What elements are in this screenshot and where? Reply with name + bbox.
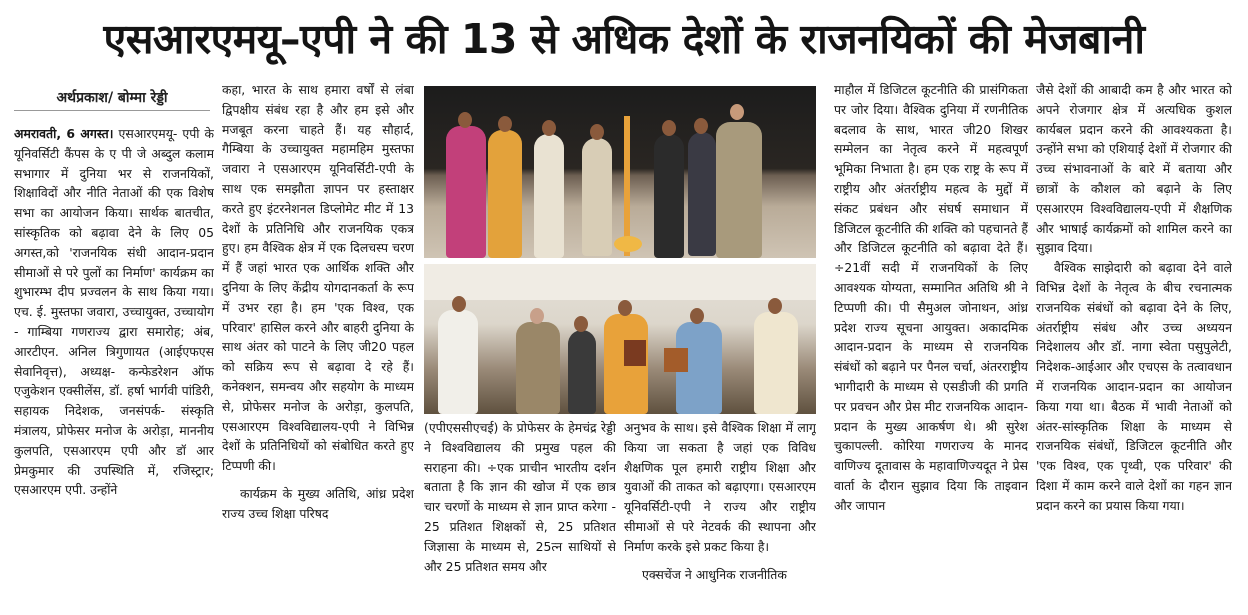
- byline: अर्थप्रकाश/ बोम्मा रेड्डी: [56, 90, 168, 106]
- headline: एसआरएमयू–एपी ने की 13 से अधिक देशों के राजनयिकों की मेजबानी: [103, 15, 1145, 63]
- photo-person: [754, 312, 798, 414]
- photo-person-head: [694, 118, 708, 134]
- mou-folder: [624, 340, 646, 366]
- photo-person-head: [542, 120, 556, 136]
- mou-folder: [664, 348, 688, 372]
- column-2-text-a: कहा, भारत के साथ हमारा वर्षों से लंबा द्विपक्षीय संबंध रहा है और हम इसे और मजबूत करना चाहते हैं। यह सौहार्द, गैम्बिया के उच्चायुक्त महामहिम मुस्तफा जवारा ने एसआरएम यूनिवर्सिटी-एपी के साथ एक समझौता ज्ञापन पर हस्ताक्षर करते हुए इंटरनेशनल डिप्लोमेट मीट में 13 देशों के प्रतिनिधि और राजनयिक एकत्र हुए। हम वैश्विक क्षेत्र में एक दिलचस्प चरण में हैं जहां भारत एक आर्थिक शक्ति और दुनिया के लिए केंद्रीय योगदानकर्ता के रूप में उभर रहा है। हम 'एक विश्व, एक परिवार' हासिल करने और बाहरी दुनिया के साथ अंतर को पाटने के लिए जी20 पहल को सक्रिय रूप से बढ़ावा दे रहे हैं। कनेक्शन, समन्वय और सहयोग के माध्यम से, प्रोफेसर मनोज के अरोड़ा, कुलपति, एसआरएम विश्वविद्यालय-एपी ने विभिन्न देशों के प्रतिनिधियों को संबोधित करते हुए टिप्पणी की।: [222, 82, 414, 474]
- column-6-text-a: जैसे देशों की आबादी कम है और भारत को अपने रोजगार क्षेत्र में अत्यधिक कुशल कार्यबल प्रदान करने की आवश्यकता है। उन्होंने सभा को एशियाई देशों में रोजगार की उच्च संभावनाओं के बारे में बताया और छात्रों के कौशल को बढ़ाने के लिए एसआरएम विश्वविद्यालय-एपी में शैक्षणिक और भाषाई कार्यक्रमों को शामिल करने का सुझाव दिया।: [1036, 82, 1232, 256]
- photo-person-head: [690, 308, 704, 324]
- event-photo-lamp-lighting: [424, 86, 816, 258]
- column-1-text: एसआरएमयू- एपी के यूनिवर्सिटी कैंपस के ए पी जे अब्दुल कलाम सभागार में दुनिया भर से राजनयिकों, शिक्षाविदों और नीति नेताओं की एक विशेष सभा का आयोजन किया। सार्थक बातचीत, सांस्कृतिक को बढ़ावा देने के लिए 05 अगस्त,को 'राजनयिक संधी आदान-प्रदान सीमाओं से परे पुलों का निर्माण' कार्यक्रम का शुभारम्भ दीप प्रज्वलन के साथ किया गया। एच. ई. मुस्तफा जवारा, उच्चायुक्त, उच्चायोग - गाम्बिया गणराज्य द्वारा समारोह; अंब, आरटीएन. अनिल त्रिगुणायत (आईएफएस सेवानिवृत्त), अध्यक्ष- कन्फेडरेशन ऑफ एजुकेशन एक्सीलेंस, डॉ. हर्षा भार्गवी पांडिरी, सहायक निदेशक, जनसंपर्क- संस्कृति मंत्रालय, प्रोफेसर मनोज के अरोड़ा, माननीय कुलपति, एसआरएम एपी और डॉ आर प्रेमकुमार की उपस्थिति में, रजिस्ट्रार; एसआरएम एपी. उन्होंने: [14, 126, 214, 498]
- photo-person: [488, 130, 522, 258]
- photo-person-head: [730, 104, 744, 120]
- article-column-1: [14, 124, 214, 613]
- photo-person-head: [498, 116, 512, 132]
- photo-person: [534, 134, 564, 258]
- photo-person: [688, 132, 716, 256]
- event-photo-mou-exchange: [424, 264, 816, 414]
- article-column-6: [1036, 80, 1232, 613]
- photo-person: [654, 134, 684, 258]
- dateline: अमरावती, 6 अगस्त।: [14, 126, 114, 141]
- column-4-text-a: अनुभव के साथ। इसे वैश्विक शिक्षा में लागू किया जा सकता है जहां एक विविध शैक्षणिक पूल हमारी राष्ट्रीय शिक्षा और युवाओं की ताकत को बढ़ाएगा। एसआरएम यूनिवर्सिटी-एपी ने राज्य और राष्ट्रीय सीमाओं से परे नेटवर्क की स्थापना और निर्माण करके इसे प्रकट किया है।: [624, 420, 816, 554]
- photo-person: [438, 310, 478, 414]
- article-column-4: [624, 418, 816, 613]
- stage-backdrop: [424, 264, 816, 300]
- brass-lamp-stand: [624, 116, 630, 256]
- column-6-text-b: वैश्विक साझेदारी को बढ़ावा देने वाले विभिन्न देशों के नेतृत्व के बीच रचनात्मक राजनयिक संबंधों को बढ़ावा देने के लिए, अंतर्राष्ट्रीय संबंध और उच्च अध्ययन निदेशालय और डॉ. नागा स्वेता पसुपुलेटी, निदेशक-आईआर और एचएस के तत्वावधान में राजनयिक आदान-प्रदान का आयोजन किया गया था। बैठक में भावी नेताओं को अंतर-सांस्कृतिक शिक्षा के माध्यम से राजनयिक संबंधों, डिजिटल कूटनीति और 'एक विश्व, एक पृथ्वी, एक परिवार' की दिशा में काम करने वाले देशों का गहन ज्ञान प्रदान करने का प्रयास किया गया।: [1036, 260, 1232, 513]
- photo-person: [582, 138, 612, 256]
- photo-person: [446, 126, 486, 258]
- photo-person-head: [530, 308, 544, 324]
- photo-person-head: [662, 120, 676, 136]
- column-2-text-b: कार्यक्रम के मुख्य अतिथि, आंध्र प्रदेश राज्य उच्च शिक्षा परिषद: [222, 485, 414, 521]
- column-3-text: (एपीएससीएचई) के प्रोफेसर के हेमचंद्र रेड्डी ने विश्वविद्यालय की प्रमुख पहल की सराहना की। ÷एक प्राचीन भारतीय दर्शन बताता है कि ज्ञान की खोज में एक छात्र चार चरणों के माध्यम से ज्ञान प्राप्त करेगा - 25 प्रतिशत शिक्षकों से, 25 प्रतिशत जिज्ञासा के माध्यम से, 25त्न साथियों से और 25 प्रतिशत समय और: [424, 420, 616, 574]
- photo-person: [716, 122, 762, 258]
- photo-person-head: [452, 296, 466, 312]
- column-4-text-b: एक्सचेंज ने आधुनिक राजनीतिक: [642, 566, 787, 582]
- photo-person-head: [574, 316, 588, 332]
- column-5-text: माहौल में डिजिटल कूटनीति की प्रासंगिकता पर जोर दिया। वैश्विक दुनिया में रणनीतिक बदलाव के साथ, भारत जी20 शिखर सम्मेलन का नेतृत्व करने में महत्वपूर्ण भूमिका निभाता है। हम एक राष्ट्र के रूप में राष्ट्रीय और अंतर्राष्ट्रीय महत्व के मुद्दों में संकट प्रबंधन और संघर्ष समाधान में डिजिटल कूटनीति की शक्ति को पहचानते हैं और डिजिटल कूटनीति को बढ़ावा देते हैं।÷21वीं सदी में राजनयिकों के लिए आवश्यक योग्यता, सम्मानित अतिथि श्री ने टिप्पणी की। पी सैमुअल जोनाथन, आंध्र प्रदेश राज्य सूचना आयुक्त। अकादमिक आदान-प्रदान के माध्यम से राजनयिक संबंधों को बढ़ाने पर पैनल चर्चा, अंतरराष्ट्रीय भागीदारी के माध्यम से एसडीजी की प्रगति पर प्रवचन और प्रेस मीट राजनयिक आदान-प्रदान के मुख्य आकर्षण थे। श्री सुरेश चुकापल्ली. कोरिया गणराज्य के मानद वाणिज्य दूतावास के महावाणिज्यदूत ने प्रेस वार्ता के दौरान सुझाव दिया कि ताइवान और जापान: [834, 82, 1028, 513]
- byline-divider: [14, 110, 210, 111]
- photo-person: [568, 330, 596, 414]
- flower-garland: [614, 236, 642, 252]
- article-column-2: [222, 80, 414, 613]
- photo-person: [516, 322, 560, 414]
- photo-person-head: [590, 124, 604, 140]
- article-column-5: [834, 80, 1028, 613]
- article-column-3: [424, 418, 616, 613]
- photo-person-head: [768, 298, 782, 314]
- photo-person-head: [618, 300, 632, 316]
- photo-person-head: [458, 112, 472, 128]
